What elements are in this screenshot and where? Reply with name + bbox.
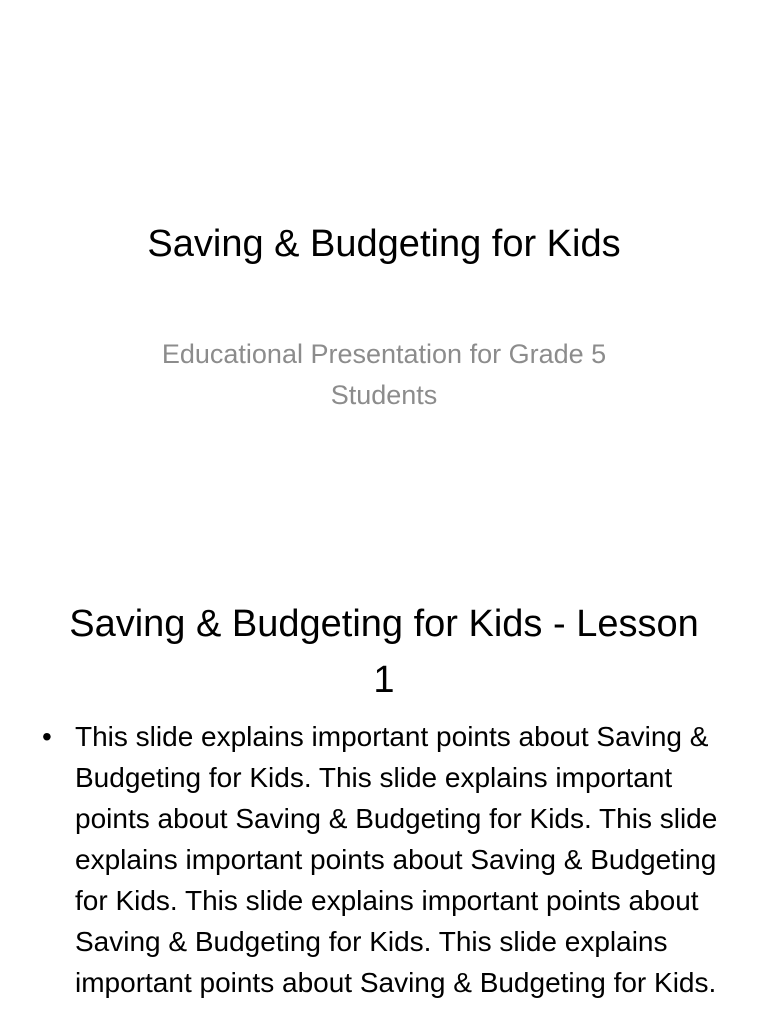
bullet-item bbox=[38, 716, 734, 1003]
lesson-slide bbox=[0, 576, 768, 1024]
bullet-text: This slide explains important points about Saving & Budgeting for Kids. This slide explains important points about Saving & Budgeting for Kids. This slide explains important points about Saving & Budgeting for Kids. This slide explains important points about Saving & Budgeting for Kids. This slide explains important points about Saving & Budgeting for Kids. bbox=[75, 721, 718, 998]
presentation-title: Saving & Budgeting for Kids bbox=[147, 223, 621, 265]
presentation-subtitle: Educational Presentation for Grade 5 Students bbox=[161, 339, 607, 410]
bullet-marker: • bbox=[42, 721, 52, 752]
bullet-list bbox=[38, 716, 734, 1003]
lesson-title: Saving & Budgeting for Kids - Lesson 1 bbox=[69, 603, 699, 701]
